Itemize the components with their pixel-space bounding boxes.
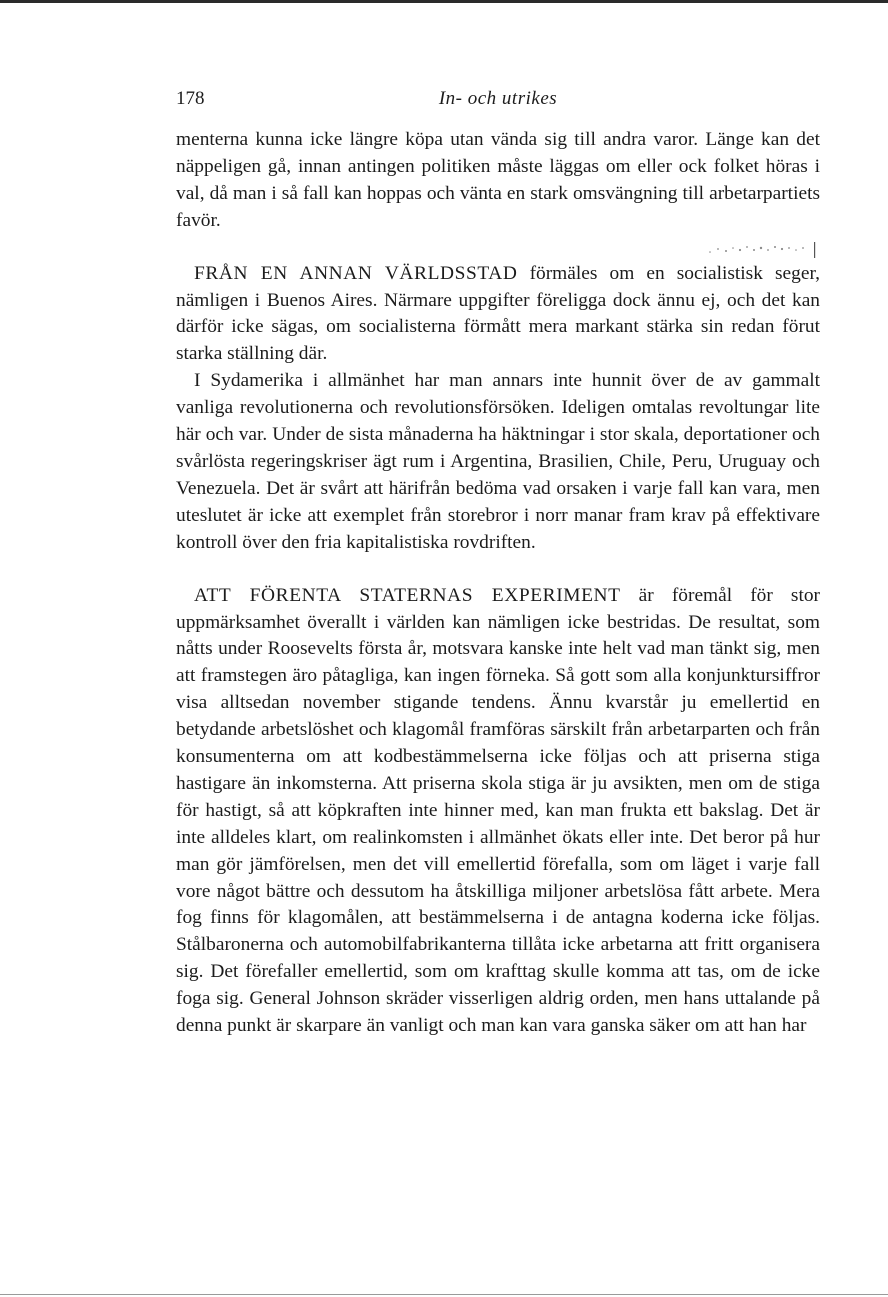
paragraph-4 xyxy=(176,583,820,1040)
section-gap xyxy=(176,235,820,261)
section-lead-other-city: FRÅN EN ANNAN VÄRLDSSTAD xyxy=(194,262,518,284)
page-top-edge xyxy=(0,0,888,3)
page-header xyxy=(176,88,820,116)
paragraph-2-text: förmäles om en socialistisk seger, nämligen i Buenos Aires. Närmare uppgifter föreligga dock ännu ej, och det kan därför icke sägas, om socialisterna förmått mera markant stärka sin redan förut starka ställning där. xyxy=(176,262,820,365)
paragraph-3-text: I Sydamerika i allmänhet har man annars inte hunnit över de av gammalt vanliga revolutionerna och revolutionsförsöken. Ideligen omtalas revoltungar lite här och var. Under de sista månaderna ha häktningar i stor skala, deportationer och svårlösta regeringskriser ägt rum i Argentina, Brasilien, Chile, Peru, Uruguay och Venezuela. Det är svårt att härifrån bedöma vad orsaken i varje fall kan vara, men uteslutet är icke att exemplet från storebror i norr manar fram krav på effektivare kontroll över den fria kapitalistiska rovdriften. xyxy=(176,370,820,553)
section-lead-united-states: ATT FÖRENTA STATERNAS EXPERIMENT xyxy=(194,584,621,606)
page-number: 178 xyxy=(176,88,205,109)
paragraph-1-text: menterna kunna icke längre köpa utan vända sig till andra varor. Länge kan det näppeligen gå, innan antingen politiken måste läggas om eller ock folket höras i val, då man i så fall kan hoppas och vänta en stark omsvängning till arbetarpartiets favör. xyxy=(176,129,820,231)
paragraph-2 xyxy=(176,261,820,369)
page-bottom-edge xyxy=(0,1294,888,1295)
paragraph-3 xyxy=(176,368,820,556)
section-gap xyxy=(176,557,820,583)
running-title: In- och utrikes xyxy=(438,88,558,109)
article-body xyxy=(176,127,820,1040)
paragraph-1 xyxy=(176,127,820,235)
paragraph-4-text: är föremål för stor uppmärksamhet överallt i världen kan nämligen icke bestridas. De resultat, som nåtts under Roosevelts första år, motsvara kanske inte helt vad man tänkt sig, men att framstegen äro påtagliga, kan ingen förneka. Så gott som alla konjunktursiffror visa alltsedan november stigande tendens. Ännu kvarstår ju emellertid en betydande arbetslöshet och klagomål framföras särskilt från arbetarparten och från konsumenterna om att kodbestämmelserna icke följas och att priserna stiga hastigare än inkomsterna. Att priserna skola stiga är ju avsikten, men om de stiga för hastigt, så att köpkraften inte hinner med, kan man frukta ett bakslag. Det är inte alldeles klart, om realinkomsten i allmänhet ökats eller inte. Det beror på hur man gör jämförelsen, men det vill emellertid förefalla, som om läget i varje fall vore något bättre och dessutom ha åtskilliga miljoner arbetslösa fått arbete. Mera fog finns för klagomålen, att bestämmelserna i de antagna koderna icke följas. Stålbaronerna och automobilfabrikanterna tillåta icke arbetarna att fritt organisera sig. Det förefaller emellertid, som om krafttag skulle komma att tas, om de icke foga sig. General Johnson skräder visserligen aldrig orden, men hans uttalande på denna punkt är skarpare än vanligt och man kan vara ganska säker om att han har xyxy=(176,584,820,1037)
